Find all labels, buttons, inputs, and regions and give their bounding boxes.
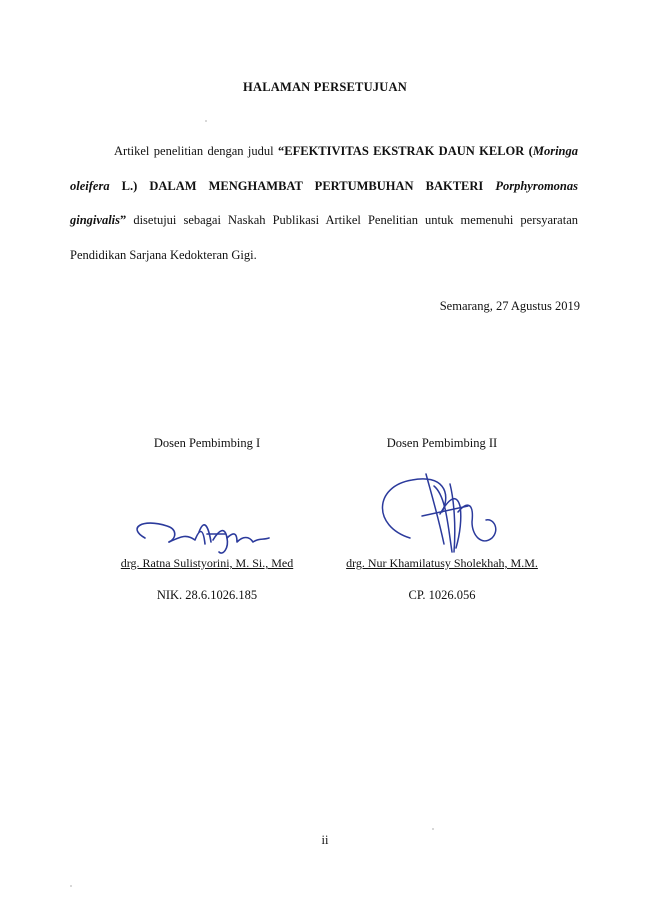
species-name: Moringa oleifera: [70, 144, 579, 193]
supervisor-1-role: Dosen Pembimbing I: [153, 436, 261, 450]
page-number: ii: [321, 833, 329, 847]
supervisor-2-block: [322, 436, 562, 603]
page-title: HALAMAN PERSETUJUAN: [243, 80, 407, 94]
scan-speck: [205, 120, 207, 122]
bacteria-name: Porphyromonas gingivalis: [70, 178, 578, 227]
signature-1-icon: [87, 456, 327, 556]
signature-2-icon: [322, 456, 562, 556]
title-close: ”: [120, 213, 127, 227]
paragraph-rest: disetujui sebagai Naskah Publikasi Artikel Penelitian untuk memenuhi persyaratan Pendidikan Sarjana Kedokteran Gigi.: [70, 213, 578, 262]
approval-paragraph: [70, 134, 578, 272]
supervisor-1-block: [87, 436, 327, 603]
supervisor-1-name: drg. Ratna Sulistyorini, M. Si., Med: [120, 556, 294, 570]
supervisor-2-role: Dosen Pembimbing II: [386, 436, 498, 450]
supervisor-2-id: CP. 1026.056: [408, 588, 476, 602]
title-mid: L.) DALAM MENGHAMBAT PERTUMBUHAN BAKTERI: [109, 178, 496, 193]
place-date: Semarang, 27 Agustus 2019: [439, 299, 580, 313]
scan-speck: [70, 885, 72, 887]
supervisor-1-id: NIK. 28.6.1026.185: [156, 588, 258, 602]
supervisor-2-name: drg. Nur Khamilatusy Sholekhah, M.M.: [346, 556, 538, 570]
paragraph-intro: Artikel penelitian dengan judul: [114, 144, 279, 158]
title-open: “EFEKTIVITAS EKSTRAK DAUN KELOR (: [278, 144, 533, 158]
supervisor-1-signature: [87, 456, 327, 556]
scan-speck: [432, 828, 434, 830]
supervisor-2-signature: [322, 456, 562, 556]
